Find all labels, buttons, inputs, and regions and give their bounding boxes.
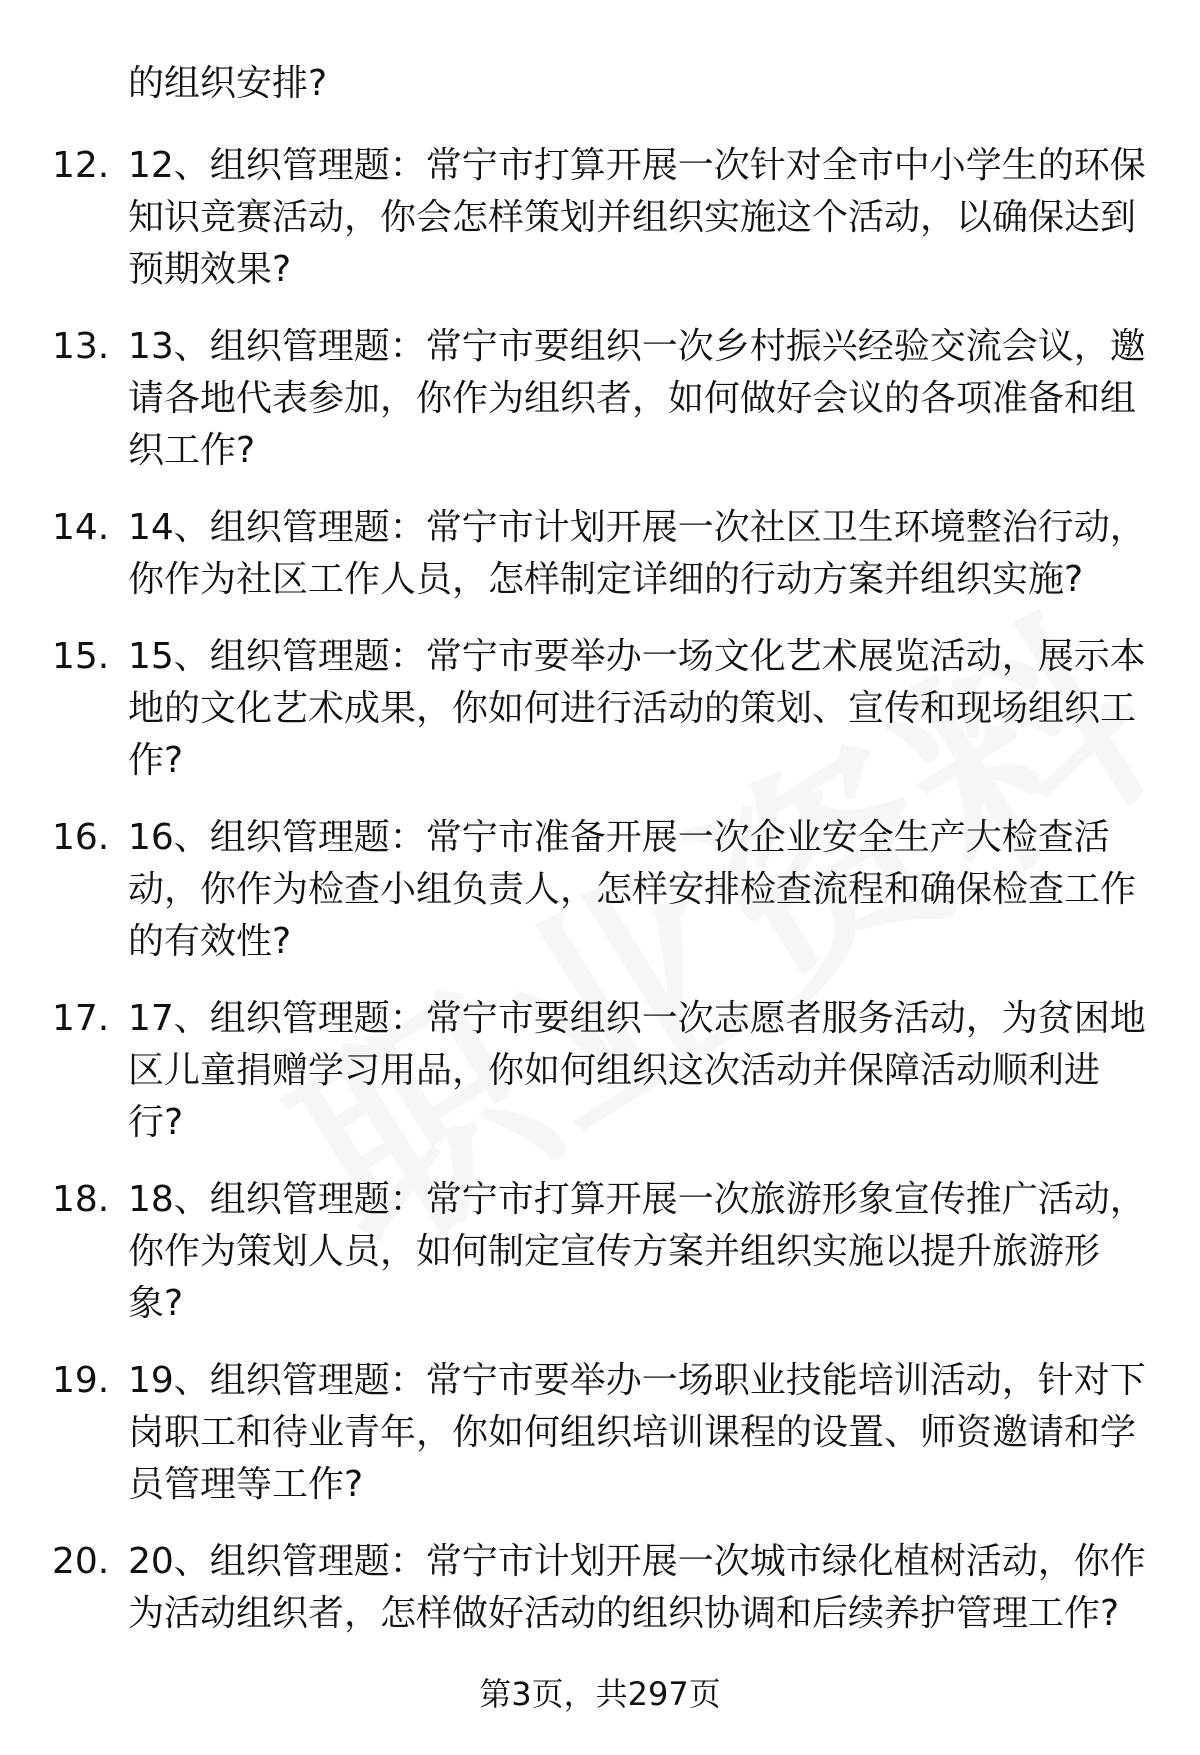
item-number: 19. [52,1360,110,1401]
list-item [0,1174,1200,1355]
question-list [0,140,1200,1665]
item-number: 14. [52,507,110,548]
item-text: 20、组织管理题：常宁市计划开展一次城市绿化植树活动，你作为活动组织者，怎样做好活动的组织协调和后续养护管理工作? [128,1541,1146,1634]
list-item [0,1355,1200,1536]
item-text: 15、组织管理题：常宁市要举办一场文化艺术展览活动，展示本地的文化艺术成果，你如何进行活动的策划、宣传和现场组织工作? [128,636,1146,781]
continuation-text: 的组织安排? [128,63,328,104]
item-text: 19、组织管理题：常宁市要举办一场职业技能培训活动，针对下岗职工和待业青年，你如何组织培训课程的设置、师资邀请和学员管理等工作? [128,1360,1146,1505]
item-number: 20. [52,1541,110,1582]
item-text: 16、组织管理题：常宁市准备开展一次企业安全生产大检查活动，你作为检查小组负责人，怎样安排检查流程和确保检查工作的有效性? [128,817,1137,962]
item-text: 12、组织管理题：常宁市打算开展一次针对全市中小学生的环保知识竞赛活动，你会怎样策划并组织实施这个活动，以确保达到预期效果? [128,145,1146,290]
item-text: 17、组织管理题：常宁市要组织一次志愿者服务活动，为贫困地区儿童捐赠学习用品，你如何组织这次活动并保障活动顺利进行? [128,998,1146,1143]
item-number: 18. [52,1179,110,1220]
item-text: 18、组织管理题：常宁市打算开展一次旅游形象宣传推广活动，你作为策划人员，如何制定宣传方案并组织实施以提升旅游形象? [128,1179,1146,1324]
list-item [0,812,1200,993]
item-text: 13、组织管理题：常宁市要组织一次乡村振兴经验交流会议，邀请各地代表参加，你作为组织者，如何做好会议的各项准备和组织工作? [128,326,1146,471]
list-item [0,631,1200,812]
list-item [0,140,1200,321]
list-item [0,1536,1200,1665]
list-item [0,993,1200,1174]
item-number: 13. [52,326,110,367]
item-number: 12. [52,145,110,186]
list-item [0,321,1200,502]
item-number: 15. [52,636,110,677]
list-item [0,502,1200,631]
item-number: 17. [52,998,110,1039]
page-footer: 第3页，共297页 [479,1675,721,1713]
item-number: 16. [52,817,110,858]
item-text: 14、组织管理题：常宁市计划开展一次社区卫生环境整治行动，你作为社区工作人员，怎样制定详细的行动方案并组织实施? [128,507,1146,600]
